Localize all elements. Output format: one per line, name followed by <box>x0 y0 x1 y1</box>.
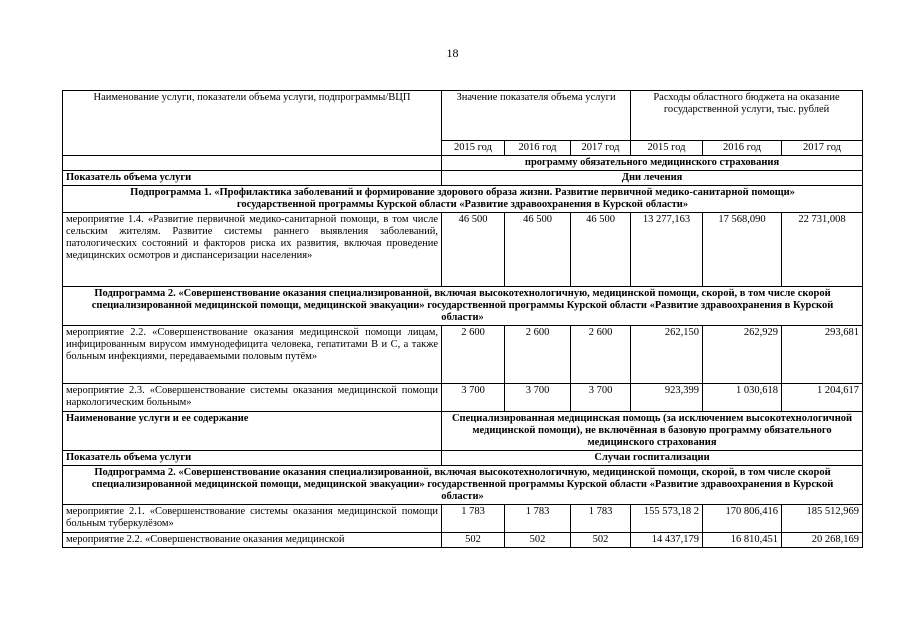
value-cell: 502 <box>571 533 631 548</box>
value-cell: 1 783 <box>442 505 505 533</box>
subprogram-1-title: Подпрограмма 1. «Профилактика заболеваний и формирование здорового образа жизни. Развитие первичной медико-санитарной помощи» государственной программы Курской области «Развитие здравоохранения в Курской области» <box>63 186 863 213</box>
service-label: Наименование услуги и ее содержание <box>63 412 442 451</box>
value-cell: 923,399 <box>631 384 703 412</box>
subprogram-2-title: Подпрограмма 2. «Совершенствование оказания специализированной, включая высокотехнологичную, медицинской помощи, скорой, в том числе скорой специализированной медицинской помощи, медицинской эвакуации» государственной программы Курской области «Развитие здравоохранения в Курской области» <box>63 466 863 505</box>
header-row <box>63 91 863 141</box>
value-cell: 3 700 <box>505 384 571 412</box>
value-cell: 502 <box>505 533 571 548</box>
year-header: 2016 год <box>505 141 571 156</box>
table-row <box>63 505 863 533</box>
value-cell: 262,150 <box>631 326 703 384</box>
table-row <box>63 213 863 287</box>
subprogram-row <box>63 287 863 326</box>
measure-name: мероприятие 2.2. «Совершенствование оказания медицинской <box>63 533 442 548</box>
value-cell: 20 268,169 <box>782 533 863 548</box>
year-header: 2017 год <box>782 141 863 156</box>
budget-table <box>62 90 863 548</box>
value-cell: 155 573,18 2 <box>631 505 703 533</box>
indicator-label: Показатель объема услуги <box>63 171 442 186</box>
measure-name: мероприятие 2.3. «Совершенствование системы оказания медицинской помощи наркологическим больным» <box>63 384 442 412</box>
table-row <box>63 533 863 548</box>
value-cell: 14 437,179 <box>631 533 703 548</box>
value-cell: 3 700 <box>571 384 631 412</box>
service-row <box>63 412 863 451</box>
indicator-value: Дни лечения <box>442 171 863 186</box>
value-cell: 262,929 <box>703 326 782 384</box>
indicator-row <box>63 451 863 466</box>
value-cell: 46 500 <box>571 213 631 287</box>
header-expense-group: Расходы областного бюджета на оказание государственной услуги, тыс. рублей <box>631 91 863 141</box>
value-cell: 16 810,451 <box>703 533 782 548</box>
subprogram-2-title: Подпрограмма 2. «Совершенствование оказания специализированной, включая высокотехнологичную, медицинской помощи, скорой, в том числе скорой специализированной медицинской помощи, медицинской эвакуации» государственной программы Курской области «Развитие здравоохранения в Курской области» <box>63 287 863 326</box>
measure-name: мероприятие 1.4. «Развитие первичной медико-санитарной помощи, в том числе сельским жителям. Развитие системы раннего выявления заболеваний, патологических состояний и факторов риска их развития, включая проведение медицинских осмотров и диспансеризации населения» <box>63 213 442 287</box>
value-cell: 1 204,617 <box>782 384 863 412</box>
table-row <box>63 384 863 412</box>
value-cell: 2 600 <box>505 326 571 384</box>
value-cell: 22 731,008 <box>782 213 863 287</box>
measure-name: мероприятие 2.2. «Совершенствование оказания медицинской помощи лицам, инфицированным вирусом иммунодефицита человека, гепатитами В и С, а также больным инфекциями, передаваемыми половым путём» <box>63 326 442 384</box>
year-header: 2017 год <box>571 141 631 156</box>
value-cell: 170 806,416 <box>703 505 782 533</box>
header-name-cell: Наименование услуги, показатели объема услуги, подпрограммы/ВЦП <box>63 91 442 156</box>
value-cell: 2 600 <box>442 326 505 384</box>
value-cell: 2 600 <box>571 326 631 384</box>
measure-name: мероприятие 2.1. «Совершенствование системы оказания медицинской помощи больным туберкулёзом» <box>63 505 442 533</box>
year-header: 2015 год <box>442 141 505 156</box>
value-cell: 46 500 <box>505 213 571 287</box>
value-cell: 1 783 <box>571 505 631 533</box>
value-cell: 17 568,090 <box>703 213 782 287</box>
continuation-row <box>63 156 863 171</box>
value-cell: 1 783 <box>505 505 571 533</box>
subprogram-row <box>63 466 863 505</box>
value-cell: 293,681 <box>782 326 863 384</box>
year-header: 2015 год <box>631 141 703 156</box>
indicator-value: Случаи госпитализации <box>442 451 863 466</box>
service-value: Специализированная медицинская помощь (за исключением высокотехнологичной медицинской помощи), не включённая в базовую программу обязательного медицинского страхования <box>442 412 863 451</box>
subprogram-row <box>63 186 863 213</box>
value-cell: 46 500 <box>442 213 505 287</box>
indicator-label: Показатель объема услуги <box>63 451 442 466</box>
page-number: 18 <box>446 46 459 60</box>
year-header: 2016 год <box>703 141 782 156</box>
value-cell: 13 277,163 <box>631 213 703 287</box>
table-row <box>63 326 863 384</box>
value-cell: 1 030,618 <box>703 384 782 412</box>
value-cell: 185 512,969 <box>782 505 863 533</box>
empty-cell <box>63 156 442 171</box>
value-cell: 3 700 <box>442 384 505 412</box>
continuation-text: программу обязательного медицинского страхования <box>442 156 863 171</box>
header-value-group: Значение показателя объема услуги <box>442 91 631 141</box>
value-cell: 502 <box>442 533 505 548</box>
indicator-row <box>63 171 863 186</box>
